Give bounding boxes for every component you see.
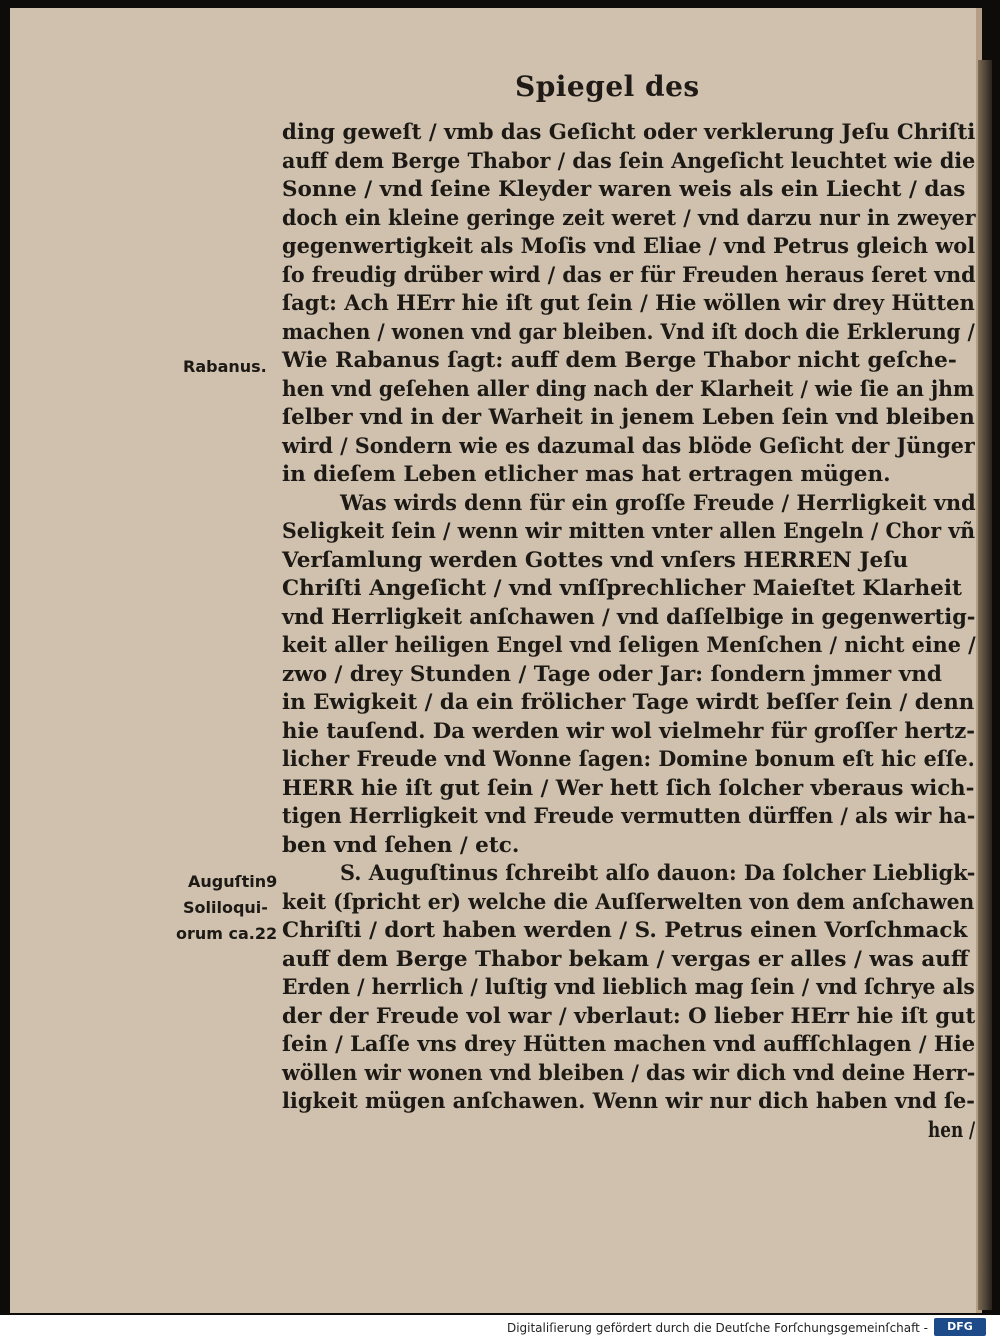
text-line: S. Auguſtinus ſchreibt alſo dauon: Da ſolcher Liebligk- <box>340 861 976 886</box>
text-line: doch ein kleine geringe zeit weret / vnd darzu nur in zweyer <box>282 205 976 231</box>
book-page <box>10 8 982 1313</box>
text-line: Chriſti Angeſicht / vnd vnſſprechlicher Maieſtet Klarheit <box>282 576 962 601</box>
text-line: ſagt: Ach HErr hie iſt gut ſein / Hie wöllen wir drey Hütten <box>282 291 975 316</box>
text-line: in Ewigkeit / da ein frölicher Tage wirdt beſſer ſein / denn <box>282 690 975 715</box>
text-line: Sonne / vnd ſeine Kleyder waren weis als ein Liecht / das <box>282 177 966 202</box>
text-line: zwo / drey Stunden / Tage oder Jar: ſondern jmmer vnd <box>282 661 942 687</box>
text-line: HERR hie iſt gut ſein / Wer hett ſich ſolcher vberaus wich- <box>282 775 975 801</box>
text-line: Seligkeit ſein / wenn wir mitten vnter allen Engeln / Chor vñ <box>282 519 976 544</box>
text-line: licher Freude vnd Wonne ſagen: Domine bonum eſt hic eſſe. <box>282 747 975 772</box>
text-line: ding geweſt / vmb das Geſicht oder verklerung Jeſu Chriſti <box>282 120 976 145</box>
text-line: ligkeit mügen anſchawen. Wenn wir nur dich haben vnd ſe- <box>282 1089 975 1114</box>
running-heading: Spiegel des <box>515 70 700 103</box>
dfg-logo: DFG <box>934 1318 986 1336</box>
margin-note-rabanus: Rabanus. <box>183 357 267 376</box>
text-line: ſein / Laſſe vns drey Hütten machen vnd auffſchlagen / Hie <box>282 1032 976 1057</box>
text-line: in dieſem Leben etlicher mas hat ertragen mügen. <box>282 462 891 487</box>
margin-note-chapter: orum ca.22 <box>176 924 278 943</box>
text-line: ſelber vnd in der Warheit in jenem Leben ſein vnd bleiben <box>282 405 975 430</box>
text-line: Was wirds denn für ein groſſe Freude / Herrligkeit vnd <box>340 490 976 516</box>
text-line: wird / Sondern wie es dazumal das blöde Geſicht der Jünger <box>282 433 975 459</box>
text-line: keit (ſpricht er) welche die Auſſerwelten von dem anſchawen <box>282 889 975 915</box>
page-edge <box>978 60 992 1310</box>
text-line: tigen Herrligkeit vnd Freude vermutten dürffen / als wir ha- <box>282 804 976 829</box>
text-line: hen / <box>928 1117 976 1143</box>
text-line: Verſamlung werden Gottes vnd vnſers HERREN Jeſu <box>282 547 909 573</box>
text-line: vnd Herrligkeit anſchawen / vnd daſſelbige in gegenwertig- <box>282 604 976 630</box>
text-line: auff dem Berge Thabor bekam / vergas er alles / was auff <box>282 946 969 972</box>
text-line: keit aller heiligen Engel vnd ſeligen Menſchen / nicht eine / <box>282 633 976 658</box>
text-line: Wie Rabanus ſagt: auff dem Berge Thabor nicht geſche- <box>282 348 957 373</box>
margin-note-soliloquiorum: Soliloqui- <box>183 898 268 917</box>
margin-note-augustinus: Auguſtin9 <box>188 872 278 891</box>
text-line: auff dem Berge Thabor / das ſein Angeſicht leuchtet wie die <box>282 148 976 174</box>
text-line: hen vnd geſehen aller ding nach der Klarheit / wie ſie an jhm <box>282 376 975 402</box>
text-line: gegenwertigkeit als Moſis vnd Eliae / vnd Petrus gleich wol <box>282 234 976 259</box>
text-line: ben vnd ſehen / etc. <box>282 832 520 858</box>
text-line: der der Freude vol war / vberlaut: O lieber HErr hie iſt gut <box>282 1003 976 1029</box>
text-line: ſo freudig drüber wird / das er für Freuden heraus ſeret vnd <box>282 262 976 288</box>
text-line: Chriſti / dort haben werden / S. Petrus einen Vorſchmack <box>282 918 968 943</box>
text-line: machen / wonen vnd gar bleiben. Vnd iſt doch die Erklerung / <box>282 319 975 345</box>
text-line: hie tauſend. Da werden wir wol vielmehr für groſſer hertz- <box>282 718 976 744</box>
text-line: wöllen wir wonen vnd bleiben / das wir dich vnd deine Herr- <box>282 1060 976 1086</box>
funding-notice: Digitaliſierung gefördert durch die Deutſche Forſchungsgemeinſchaft - <box>506 1321 928 1335</box>
text-line: Erden / herrlich / luſtig vnd lieblich mag ſein / vnd ſchrye als <box>282 975 975 1000</box>
